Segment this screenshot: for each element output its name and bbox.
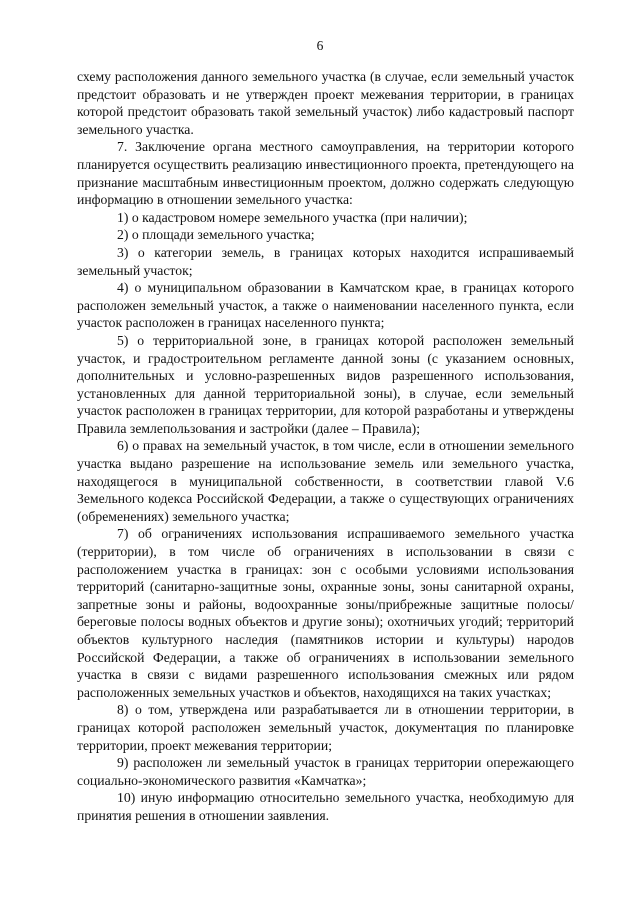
list-item-1: 1) о кадастровом номере земельного участка (при наличии); [117,209,468,225]
list-item-5: 5) о территориальной зоне, в границах которой расположен земельный участок, и градостроительном регламенте данной зоны (с указанием основных, дополнительных и условно-разрешенных видов разрешенного использования, установленных для данной территориальной зоны), в случае, если земельный участок расположен в границах территории, для которой разработаны и утверждены Правила землепользования и застройки (далее – Правила); [77,332,574,436]
document-body [77,68,574,825]
paragraph-intro-continuation: схему расположения данного земельного участка (в случае, если земельный участок предстоит образовать и не утвержден проект межевания территории, в границах которой предстоит образовать такой земельный участок) либо кадастровый паспорт земельного участка. [77,69,574,137]
list-item-10: 10) иную информацию относительно земельного участка, необходимую для принятия решения в отношении заявления. [77,790,574,823]
list-item-8: 8) о том, утверждена или разрабатывается ли в отношении территории, в границах которой расположен земельный участок, документация по планировке территории, проект межевания территории; [77,702,574,753]
list-item-7: 7) об ограничениях использования испрашиваемого земельного участка (территории), в том числе об ограничениях в использовании в связи с расположением участка в границах: зон с особыми условиями использования территорий (санитарно-защитные зоны, охранные зоны, зоны санитарной охраны, запретные зоны и районы, водоохранные зоны/прибрежные защитные полосы/береговые полосы водных объектов и другие зоны); охотничьих угодий; территорий объектов культурного наследия (памятников истории и культуры) народов Российской Федерации, а также об ограничениях в использовании земельного участка в связи с видами разрешенного использования смежных или рядом расположенных земельных участков и объектов, находящихся на таких участках; [77,526,574,700]
list-item-2: 2) о площади земельного участка; [117,227,315,243]
paragraph-item-7: 7. Заключение органа местного самоуправления, на территории которого планируется осуществить реализацию инвестиционного проекта, претендующего на признание масштабным инвестиционным проектом, должно содержать следующую информацию в отношении земельного участка: [77,139,574,208]
page-number: 6 [316,38,324,53]
list-item-4: 4) о муниципальном образовании в Камчатском крае, в границах которого расположен земельный участок, а также о наименовании населенного пункта, если участок расположен в границах населенного пункта; [77,280,574,331]
list-item-3: 3) о категории земель, в границах которых находится испрашиваемый земельный участок; [77,244,574,278]
list-item-9: 9) расположен ли земельный участок в границах территории опережающего социально-экономического развития «Камчатка»; [77,755,574,788]
list-item-6: 6) о правах на земельный участок, в том числе, если в отношении земельного участка выдано разрешение на использование земель или земельного участка, находящегося в муниципальной собственности, в соответствии главой V.6 Земельного кодекса Российской Федерации, а также о существующих ограничениях (обременениях) земельного участка; [77,438,574,524]
